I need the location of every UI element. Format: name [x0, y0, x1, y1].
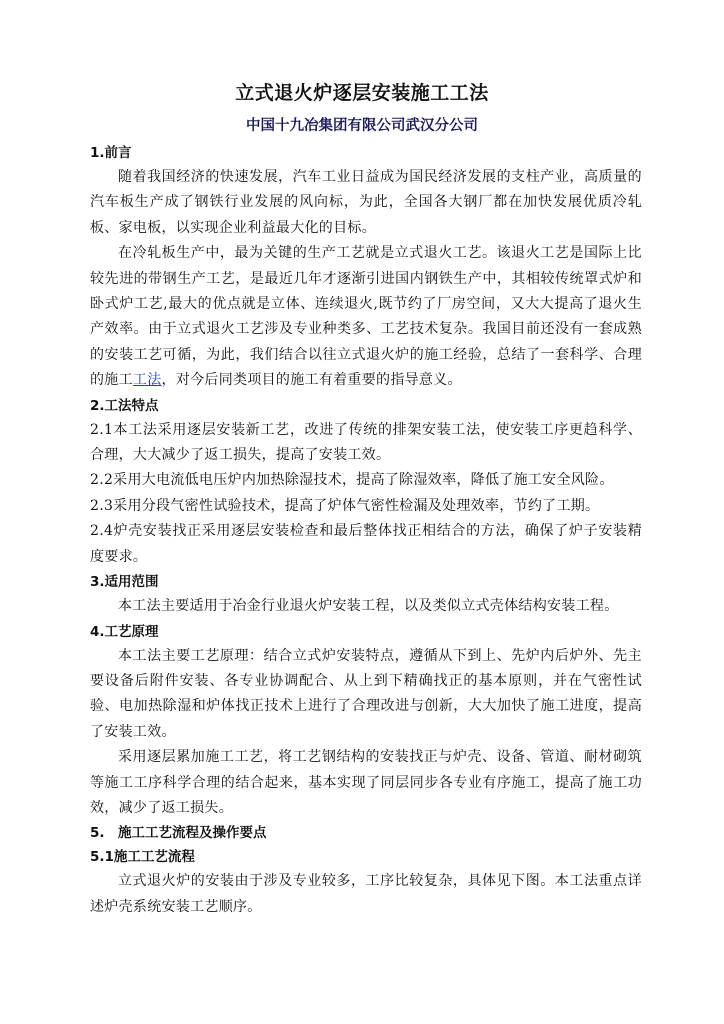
document-subtitle: 中国十九冶集团有限公司武汉分公司 — [246, 118, 478, 134]
paragraph: 本工法主要工艺原理：结合立式炉安装特点，遵循从下到上、先炉内后炉外、先主要设备后附件安装、各专业协调配合、从上到下精确找正的基本原则，并在气密性试验、电加热除湿和炉体找正技术上进行了合理改进与创新，大大加快了施工进度，提高了安装工效。 — [90, 647, 642, 740]
list-item: 2.4炉壳安装找正采用逐层安装检查和最后整体找正相结合的方法，确保了炉子安装精度要求。 — [90, 523, 642, 565]
list-item: 2.2采用大电流低电压炉内加热除湿技术，提高了除湿效率，降低了施工安全风险。 — [90, 472, 614, 489]
section-heading-3: 3.适用范围 — [90, 574, 159, 591]
subsection-heading-5-1: 5.1施工工艺流程 — [90, 849, 195, 866]
paragraph-text: 在冷轧板生产中，最为关键的生产工艺就是立式退火工艺。该退火工艺是国际上比较先进的带钢生产工艺，是最近几年才逐渐引进国内钢铁生产中，其相较传统罩式炉和卧式炉工艺,最大的优点就是立体、连续退火,既节约了厂房空间，又大大提高了退火生产效率。由于立式退火工艺涉及专业种类多、工艺技术复杂。我国目前还没有一套成熟的安装工艺可循，为此，我们结合以往立式退火炉的施工经验，总结了一套科学、合理的施工 — [90, 245, 642, 389]
paragraph: 立式退火炉的安装由于涉及专业较多，工序比较复杂，具体见下图。本工法重点详述炉壳系统安装工艺顺序。 — [90, 873, 642, 915]
paragraph: 本工法主要适用于冶金行业退火炉安装工程，以及类似立式壳体结构安装工程。 — [118, 598, 619, 615]
section-heading-2: 2.工法特点 — [90, 397, 159, 414]
paragraph — [90, 241, 642, 393]
section-heading-5: 5. 施工工艺流程及操作要点 — [90, 825, 267, 842]
paragraph-text: ，对今后同类项目的施工有着重要的指导意义。 — [161, 372, 462, 389]
gongfa-link[interactable]: 工法 — [132, 372, 162, 389]
document-body — [90, 141, 642, 920]
document-title: 立式退火炉逐层安装施工工法 — [235, 82, 489, 104]
list-item: 2.3采用分段气密性试验技术，提高了炉体气密性检漏及处理效率，节约了工期。 — [90, 497, 600, 514]
section-heading-1: 1.前言 — [90, 145, 132, 161]
list-item: 2.1本工法采用逐层安装新工艺，改进了传统的排架安装工法，使安装工序更趋科学、合理，大大减少了返工损失，提高了安装工效。 — [90, 421, 642, 464]
section-heading-4: 4.工艺原理 — [90, 623, 159, 640]
paragraph: 随着我国经济的快速发展，汽车工业日益成为国民经济发展的支柱产业，高质量的汽车板生产成了钢铁行业发展的风向标，为此，全国各大钢厂都在加快发展优质冷轧板、家电板，以实现企业利益最大化的目标。 — [90, 169, 642, 236]
paragraph: 采用逐层累加施工工艺，将工艺钢结构的安装找正与炉壳、设备、管道、耐材砌筑等施工工序科学合理的结合起来，基本实现了同层同步各专业有序施工，提高了施工功效，减少了返工损失。 — [90, 749, 642, 816]
